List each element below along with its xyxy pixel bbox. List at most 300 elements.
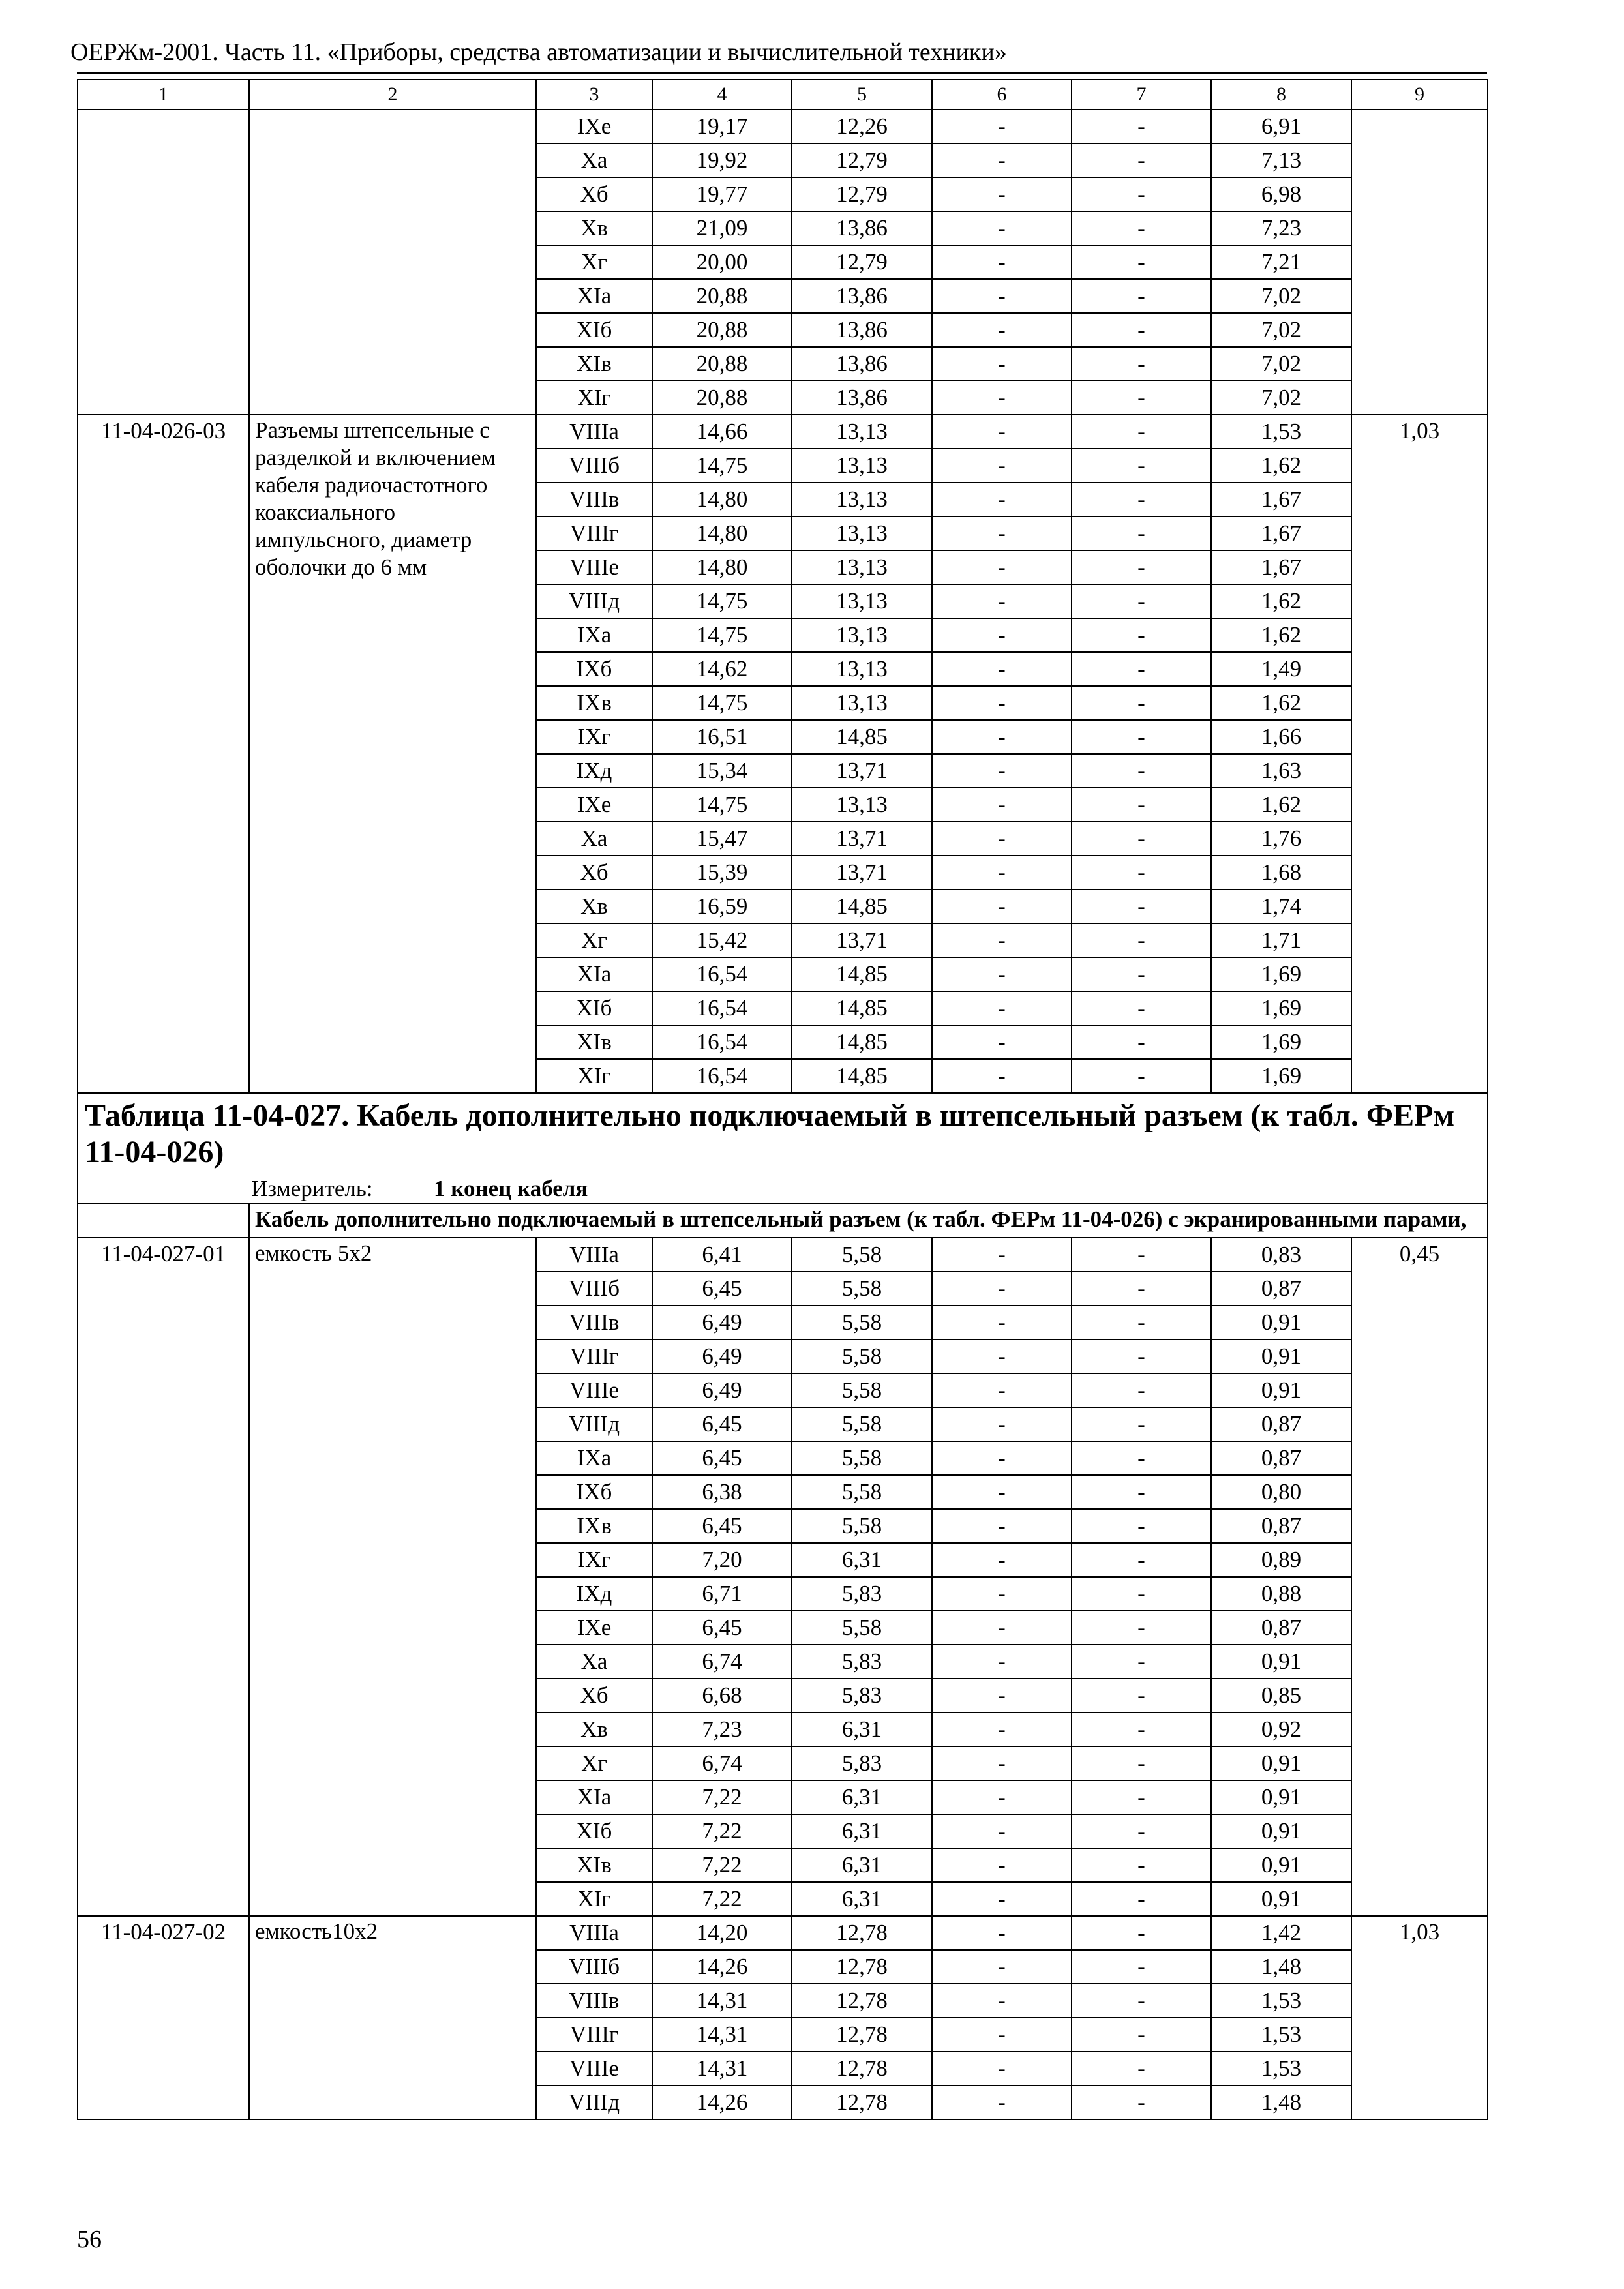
value-col7: -	[1072, 1272, 1211, 1306]
value-col6: -	[932, 2018, 1072, 2052]
value-col4: 6,74	[652, 1746, 792, 1780]
value-col5: 14,85	[792, 890, 932, 923]
zone-cell: VIIIб	[536, 1272, 652, 1306]
value-col8: 1,67	[1211, 516, 1351, 550]
coefficient-cell: 1,03	[1351, 1916, 1488, 2119]
value-col5: 5,83	[792, 1679, 932, 1713]
zone-cell: Xб	[536, 856, 652, 890]
zone-cell: VIIIe	[536, 550, 652, 584]
value-col8: 0,91	[1211, 1373, 1351, 1407]
value-col8: 7,02	[1211, 347, 1351, 381]
zone-cell: Xг	[536, 245, 652, 279]
value-col6: -	[932, 449, 1072, 483]
value-col5: 12,79	[792, 177, 932, 211]
value-col5: 5,83	[792, 1577, 932, 1611]
value-col7: -	[1072, 313, 1211, 347]
value-col6: -	[932, 1238, 1072, 1272]
zone-cell: IXб	[536, 1475, 652, 1509]
table-row	[78, 415, 1488, 449]
value-col7: -	[1072, 347, 1211, 381]
value-col7: -	[1072, 890, 1211, 923]
value-col4: 6,49	[652, 1306, 792, 1339]
zone-cell: XIг	[536, 381, 652, 415]
item-name-cell: емкость10х2	[249, 1916, 536, 2119]
value-col8: 1,48	[1211, 1950, 1351, 1984]
value-col4: 16,54	[652, 1059, 792, 1093]
value-col4: 6,45	[652, 1441, 792, 1475]
value-col6: -	[932, 1882, 1072, 1916]
zone-cell: VIIIб	[536, 449, 652, 483]
value-col5: 5,83	[792, 1746, 932, 1780]
value-col6: -	[932, 1272, 1072, 1306]
value-col8: 6,91	[1211, 110, 1351, 143]
value-col4: 7,20	[652, 1543, 792, 1577]
zone-cell: IXe	[536, 110, 652, 143]
value-col7: -	[1072, 1950, 1211, 1984]
value-col7: -	[1072, 584, 1211, 618]
value-col6: -	[932, 1543, 1072, 1577]
value-col4: 14,75	[652, 686, 792, 720]
zone-cell: VIIIд	[536, 1407, 652, 1441]
measure-line	[85, 1174, 1482, 1203]
value-col5: 13,13	[792, 516, 932, 550]
subtitle-cell: Кабель дополнительно подключаемый в штепсельный разъем (к табл. ФЕРм 11-04-026) с экранированными парами,	[249, 1204, 1488, 1238]
column-number: 3	[536, 80, 652, 110]
value-col7: -	[1072, 991, 1211, 1025]
value-col5: 13,13	[792, 449, 932, 483]
value-col6: -	[932, 313, 1072, 347]
value-col8: 0,91	[1211, 1882, 1351, 1916]
value-col7: -	[1072, 279, 1211, 313]
value-col7: -	[1072, 1916, 1211, 1950]
value-col7: -	[1072, 1373, 1211, 1407]
coefficient-cell: 0,45	[1351, 1238, 1488, 1916]
value-col6: -	[932, 550, 1072, 584]
zone-cell: XIб	[536, 313, 652, 347]
value-col4: 14,80	[652, 550, 792, 584]
value-col5: 6,31	[792, 1882, 932, 1916]
zone-cell: VIIIa	[536, 415, 652, 449]
value-col5: 13,71	[792, 923, 932, 957]
zone-cell: IXд	[536, 1577, 652, 1611]
value-col6: -	[932, 279, 1072, 313]
value-col7: -	[1072, 618, 1211, 652]
value-col8: 0,80	[1211, 1475, 1351, 1509]
value-col4: 7,22	[652, 1814, 792, 1848]
zone-cell: VIIIв	[536, 483, 652, 516]
value-col8: 1,53	[1211, 2052, 1351, 2086]
value-col5: 13,86	[792, 211, 932, 245]
zone-cell: VIIIв	[536, 1984, 652, 2018]
zone-cell: Xв	[536, 211, 652, 245]
value-col7: -	[1072, 1025, 1211, 1059]
zone-cell: VIIIг	[536, 1339, 652, 1373]
value-col5: 13,13	[792, 584, 932, 618]
value-col6: -	[932, 1679, 1072, 1713]
item-name-cell	[249, 110, 536, 415]
item-code-cell: 11-04-027-02	[78, 1916, 249, 2119]
zone-cell: XIб	[536, 991, 652, 1025]
value-col6: -	[932, 1746, 1072, 1780]
value-col7: -	[1072, 788, 1211, 822]
value-col4: 20,88	[652, 279, 792, 313]
value-col7: -	[1072, 754, 1211, 788]
value-col4: 19,17	[652, 110, 792, 143]
value-col4: 6,38	[652, 1475, 792, 1509]
value-col8: 0,91	[1211, 1780, 1351, 1814]
value-col6: -	[932, 1059, 1072, 1093]
value-col8: 1,48	[1211, 2086, 1351, 2119]
value-col8: 7,02	[1211, 381, 1351, 415]
value-col4: 14,75	[652, 584, 792, 618]
value-col7: -	[1072, 1238, 1211, 1272]
value-col6: -	[932, 991, 1072, 1025]
zone-cell: Xг	[536, 1746, 652, 1780]
value-col6: -	[932, 143, 1072, 177]
table-title-row	[78, 1093, 1488, 1204]
value-col8: 1,71	[1211, 923, 1351, 957]
zone-cell: IXв	[536, 1509, 652, 1543]
value-col6: -	[932, 923, 1072, 957]
value-col6: -	[932, 1814, 1072, 1848]
item-name-cell: Разъемы штепсельные с разделкой и включением кабеля радиочастотного коаксиального импульсного, диаметр оболочки до 6 мм	[249, 415, 536, 1093]
column-number: 7	[1072, 80, 1211, 110]
value-col8: 1,62	[1211, 618, 1351, 652]
zone-cell: XIв	[536, 1025, 652, 1059]
value-col5: 13,71	[792, 822, 932, 856]
value-col7: -	[1072, 143, 1211, 177]
value-col7: -	[1072, 245, 1211, 279]
value-col7: -	[1072, 1713, 1211, 1746]
value-col5: 13,13	[792, 483, 932, 516]
value-col6: -	[932, 890, 1072, 923]
value-col8: 1,62	[1211, 788, 1351, 822]
header-rule	[77, 72, 1487, 74]
value-col6: -	[932, 381, 1072, 415]
value-col7: -	[1072, 381, 1211, 415]
subtitle-row	[78, 1204, 1488, 1238]
value-col6: -	[932, 211, 1072, 245]
value-col4: 6,74	[652, 1645, 792, 1679]
value-col4: 16,54	[652, 957, 792, 991]
value-col6: -	[932, 1407, 1072, 1441]
value-col7: -	[1072, 449, 1211, 483]
value-col8: 0,91	[1211, 1339, 1351, 1373]
value-col6: -	[932, 1475, 1072, 1509]
zone-cell: Xa	[536, 1645, 652, 1679]
value-col7: -	[1072, 1407, 1211, 1441]
value-col7: -	[1072, 1475, 1211, 1509]
value-col8: 1,67	[1211, 550, 1351, 584]
value-col7: -	[1072, 110, 1211, 143]
value-col4: 14,31	[652, 2052, 792, 2086]
zone-cell: XIa	[536, 1780, 652, 1814]
value-col6: -	[932, 177, 1072, 211]
value-col5: 14,85	[792, 1059, 932, 1093]
value-col5: 13,86	[792, 381, 932, 415]
value-col6: -	[932, 1780, 1072, 1814]
value-col6: -	[932, 720, 1072, 754]
zone-cell: Xг	[536, 923, 652, 957]
value-col4: 7,22	[652, 1848, 792, 1882]
value-col4: 6,49	[652, 1373, 792, 1407]
value-col4: 6,41	[652, 1238, 792, 1272]
value-col4: 14,75	[652, 449, 792, 483]
value-col6: -	[932, 1441, 1072, 1475]
value-col8: 1,62	[1211, 686, 1351, 720]
zone-cell: VIIIe	[536, 2052, 652, 2086]
value-col7: -	[1072, 550, 1211, 584]
value-col4: 20,00	[652, 245, 792, 279]
value-col8: 0,87	[1211, 1509, 1351, 1543]
value-col6: -	[932, 2052, 1072, 2086]
column-number: 1	[78, 80, 249, 110]
column-number: 8	[1211, 80, 1351, 110]
rates-table	[77, 79, 1488, 2120]
table-row	[78, 110, 1488, 143]
value-col8: 7,13	[1211, 143, 1351, 177]
value-col7: -	[1072, 1679, 1211, 1713]
value-col8: 1,76	[1211, 822, 1351, 856]
value-col7: -	[1072, 686, 1211, 720]
value-col6: -	[932, 1577, 1072, 1611]
value-col8: 1,68	[1211, 856, 1351, 890]
value-col8: 1,69	[1211, 991, 1351, 1025]
value-col7: -	[1072, 1882, 1211, 1916]
table-row	[78, 1238, 1488, 1272]
value-col5: 13,13	[792, 652, 932, 686]
value-col4: 14,31	[652, 1984, 792, 2018]
value-col6: -	[932, 1306, 1072, 1339]
value-col5: 13,86	[792, 347, 932, 381]
zone-cell: VIIIд	[536, 2086, 652, 2119]
zone-cell: XIг	[536, 1059, 652, 1093]
value-col5: 13,71	[792, 856, 932, 890]
zone-cell: IXв	[536, 686, 652, 720]
value-col4: 14,26	[652, 2086, 792, 2119]
zone-cell: IXб	[536, 652, 652, 686]
value-col8: 0,91	[1211, 1645, 1351, 1679]
value-col4: 6,68	[652, 1679, 792, 1713]
value-col8: 0,87	[1211, 1441, 1351, 1475]
value-col4: 6,45	[652, 1407, 792, 1441]
value-col8: 7,23	[1211, 211, 1351, 245]
value-col8: 1,69	[1211, 957, 1351, 991]
table-title: Таблица 11-04-027. Кабель дополнительно подключаемый в штепсельный разъем (к табл. ФЕРм 11-04-026)	[85, 1098, 1455, 1169]
value-col6: -	[932, 415, 1072, 449]
value-col4: 15,34	[652, 754, 792, 788]
value-col8: 1,74	[1211, 890, 1351, 923]
value-col7: -	[1072, 1339, 1211, 1373]
value-col8: 1,66	[1211, 720, 1351, 754]
value-col5: 13,13	[792, 550, 932, 584]
value-col5: 13,13	[792, 415, 932, 449]
zone-cell: XIв	[536, 347, 652, 381]
value-col5: 13,13	[792, 618, 932, 652]
value-col4: 15,47	[652, 822, 792, 856]
value-col8: 7,02	[1211, 313, 1351, 347]
value-col7: -	[1072, 2018, 1211, 2052]
value-col5: 6,31	[792, 1543, 932, 1577]
value-col8: 1,49	[1211, 652, 1351, 686]
item-code-cell: 11-04-026-03	[78, 415, 249, 1093]
measure-value: 1 конец кабеля	[434, 1176, 588, 1201]
column-number-row	[78, 80, 1488, 110]
zone-cell: XIг	[536, 1882, 652, 1916]
value-col8: 1,42	[1211, 1916, 1351, 1950]
value-col7: -	[1072, 1543, 1211, 1577]
subtitle-spacer-cell	[78, 1204, 249, 1238]
zone-cell: IXa	[536, 1441, 652, 1475]
zone-cell: XIв	[536, 1848, 652, 1882]
value-col6: -	[932, 957, 1072, 991]
value-col7: -	[1072, 211, 1211, 245]
value-col7: -	[1072, 1780, 1211, 1814]
zone-cell: IXг	[536, 1543, 652, 1577]
value-col4: 6,71	[652, 1577, 792, 1611]
value-col4: 14,80	[652, 516, 792, 550]
value-col6: -	[932, 483, 1072, 516]
value-col5: 6,31	[792, 1780, 932, 1814]
value-col7: -	[1072, 923, 1211, 957]
value-col5: 5,58	[792, 1373, 932, 1407]
value-col6: -	[932, 1509, 1072, 1543]
value-col4: 14,62	[652, 652, 792, 686]
value-col5: 5,58	[792, 1407, 932, 1441]
value-col8: 1,69	[1211, 1059, 1351, 1093]
value-col4: 7,22	[652, 1780, 792, 1814]
value-col5: 6,31	[792, 1713, 932, 1746]
value-col5: 5,58	[792, 1611, 932, 1645]
value-col6: -	[932, 347, 1072, 381]
value-col5: 12,78	[792, 2018, 932, 2052]
value-col8: 0,83	[1211, 1238, 1351, 1272]
value-col7: -	[1072, 2052, 1211, 2086]
value-col7: -	[1072, 1441, 1211, 1475]
zone-cell: Xб	[536, 1679, 652, 1713]
value-col7: -	[1072, 720, 1211, 754]
value-col6: -	[932, 1984, 1072, 2018]
value-col5: 12,78	[792, 2052, 932, 2086]
page-number: 56	[77, 2226, 102, 2253]
value-col4: 16,59	[652, 890, 792, 923]
value-col7: -	[1072, 177, 1211, 211]
value-col5: 5,58	[792, 1339, 932, 1373]
value-col5: 5,58	[792, 1238, 932, 1272]
zone-cell: IXe	[536, 788, 652, 822]
value-col4: 14,80	[652, 483, 792, 516]
value-col5: 13,13	[792, 788, 932, 822]
value-col6: -	[932, 618, 1072, 652]
value-col8: 7,02	[1211, 279, 1351, 313]
value-col4: 6,45	[652, 1272, 792, 1306]
value-col5: 12,79	[792, 143, 932, 177]
value-col8: 0,88	[1211, 1577, 1351, 1611]
value-col6: -	[932, 1645, 1072, 1679]
value-col5: 5,58	[792, 1441, 932, 1475]
value-col4: 19,92	[652, 143, 792, 177]
value-col7: -	[1072, 483, 1211, 516]
value-col4: 20,88	[652, 313, 792, 347]
value-col7: -	[1072, 1746, 1211, 1780]
column-number: 9	[1351, 80, 1488, 110]
value-col8: 1,62	[1211, 584, 1351, 618]
value-col7: -	[1072, 1645, 1211, 1679]
zone-cell: XIa	[536, 279, 652, 313]
zone-cell: VIIIг	[536, 2018, 652, 2052]
value-col8: 1,53	[1211, 1984, 1351, 2018]
measure-label: Измеритель:	[251, 1176, 373, 1201]
value-col5: 14,85	[792, 1025, 932, 1059]
value-col7: -	[1072, 1306, 1211, 1339]
value-col7: -	[1072, 1848, 1211, 1882]
value-col5: 13,71	[792, 754, 932, 788]
value-col4: 6,45	[652, 1509, 792, 1543]
value-col8: 0,91	[1211, 1746, 1351, 1780]
value-col4: 19,77	[652, 177, 792, 211]
value-col4: 15,42	[652, 923, 792, 957]
value-col8: 0,91	[1211, 1814, 1351, 1848]
value-col4: 16,51	[652, 720, 792, 754]
value-col6: -	[932, 1025, 1072, 1059]
value-col5: 13,86	[792, 313, 932, 347]
value-col5: 6,31	[792, 1848, 932, 1882]
value-col4: 16,54	[652, 1025, 792, 1059]
value-col5: 13,86	[792, 279, 932, 313]
value-col4: 14,26	[652, 1950, 792, 1984]
value-col7: -	[1072, 415, 1211, 449]
value-col6: -	[932, 788, 1072, 822]
value-col6: -	[932, 1713, 1072, 1746]
zone-cell: IXe	[536, 1611, 652, 1645]
value-col4: 6,45	[652, 1611, 792, 1645]
value-col8: 0,87	[1211, 1407, 1351, 1441]
value-col7: -	[1072, 652, 1211, 686]
value-col4: 7,22	[652, 1882, 792, 1916]
value-col4: 16,54	[652, 991, 792, 1025]
value-col8: 1,63	[1211, 754, 1351, 788]
value-col8: 0,85	[1211, 1679, 1351, 1713]
value-col7: -	[1072, 2086, 1211, 2119]
value-col5: 14,85	[792, 720, 932, 754]
value-col5: 12,79	[792, 245, 932, 279]
value-col6: -	[932, 1373, 1072, 1407]
value-col6: -	[932, 1848, 1072, 1882]
zone-cell: Xв	[536, 1713, 652, 1746]
value-col4: 14,75	[652, 788, 792, 822]
value-col5: 5,83	[792, 1645, 932, 1679]
zone-cell: Xa	[536, 143, 652, 177]
value-col4: 15,39	[652, 856, 792, 890]
value-col6: -	[932, 856, 1072, 890]
value-col5: 14,85	[792, 991, 932, 1025]
value-col7: -	[1072, 1509, 1211, 1543]
value-col7: -	[1072, 1814, 1211, 1848]
column-number: 4	[652, 80, 792, 110]
value-col6: -	[932, 1950, 1072, 1984]
value-col8: 0,91	[1211, 1306, 1351, 1339]
coefficient-cell: 1,03	[1351, 415, 1488, 1093]
zone-cell: VIIIг	[536, 516, 652, 550]
value-col8: 1,53	[1211, 415, 1351, 449]
value-col6: -	[932, 1916, 1072, 1950]
value-col7: -	[1072, 1984, 1211, 2018]
zone-cell: IXa	[536, 618, 652, 652]
item-code-cell: 11-04-027-01	[78, 1238, 249, 1916]
value-col7: -	[1072, 1577, 1211, 1611]
value-col8: 7,21	[1211, 245, 1351, 279]
value-col4: 20,88	[652, 347, 792, 381]
